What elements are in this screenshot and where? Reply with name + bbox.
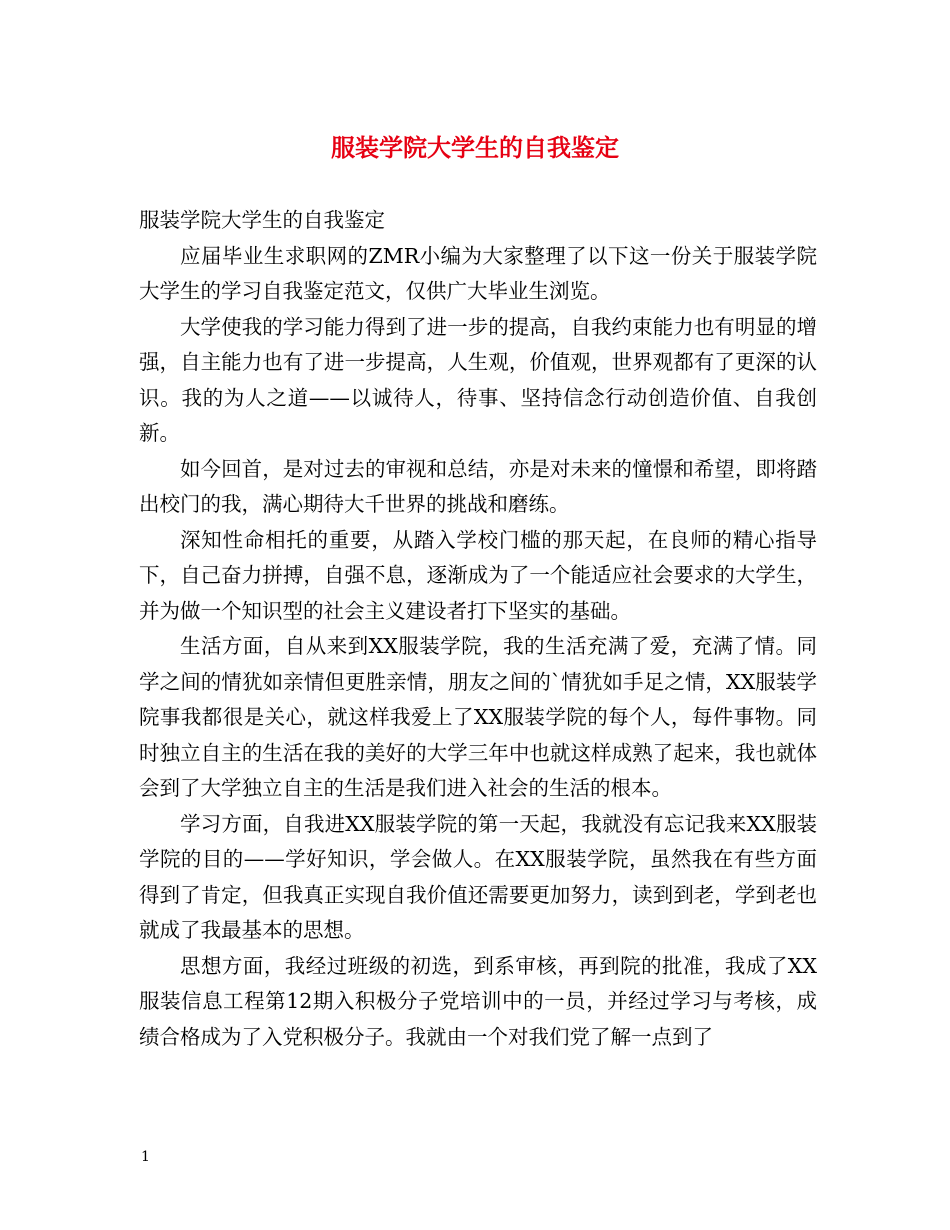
body-paragraph: 深知性命相托的重要，从踏入学校门槛的那天起，在良师的精心指导下，自己奋力拼搏，自强不息，逐渐成为了一个能适应社会要求的大学生，并为做一个知识型的社会主义建设者打下坚实的基础。 <box>139 527 817 623</box>
subheading-paragraph: 服装学院大学生的自我鉴定 <box>139 208 385 232</box>
thought-paragraph: 思想方面，我经过班级的初选，到系审核，再到院的批准，我成了XX服装信息工程第12期入积极分子党培训中的一员，并经过学习与考核，成绩合格成为了入党积极分子。我就由一个对我们党了解一点到了 <box>139 953 817 1049</box>
study-paragraph: 学习方面，自我进XX服装学院的第一天起，我就没有忘记我来XX服装学院的目的——学好知识，学会做人。在XX服装学院，虽然我在有些方面得到了肯定，但我真正实现自我价值还需要更加努力，读到到老，学到老也就成了我最基本的思想。 <box>139 811 817 942</box>
page-number: 1 <box>141 1149 150 1165</box>
document-body <box>139 203 817 1055</box>
body-paragraph: 如今回首，是对过去的审视和总结，亦是对未来的憧憬和希望，即将踏出校门的我，满心期待大千世界的挑战和磨练。 <box>139 456 817 516</box>
intro-paragraph: 应届毕业生求职网的ZMR小编为大家整理了以下这一份关于服装学院大学生的学习自我鉴定范文，仅供广大毕业生浏览。 <box>139 243 817 303</box>
life-paragraph: 生活方面，自从来到XX服装学院，我的生活充满了爱，充满了情。同学之间的情犹如亲情但更胜亲情，朋友之间的`情犹如手足之情，XX服装学院事我都很是关心，就这样我爱上了XX服装学院的每个人，每件事物。同时独立自主的生活在我的美好的大学三年中也就这样成熟了起来，我也就体会到了大学独立自主的生活是我们进入社会的生活的根本。 <box>139 634 817 800</box>
body-paragraph: 大学使我的学习能力得到了进一步的提高，自我约束能力也有明显的增强，自主能力也有了进一步提高，人生观，价值观，世界观都有了更深的认识。我的为人之道——以诚待人，待事、坚持信念行动创造价值、自我创新。 <box>139 314 817 445</box>
document-title: 服装学院大学生的自我鉴定 <box>331 133 619 162</box>
